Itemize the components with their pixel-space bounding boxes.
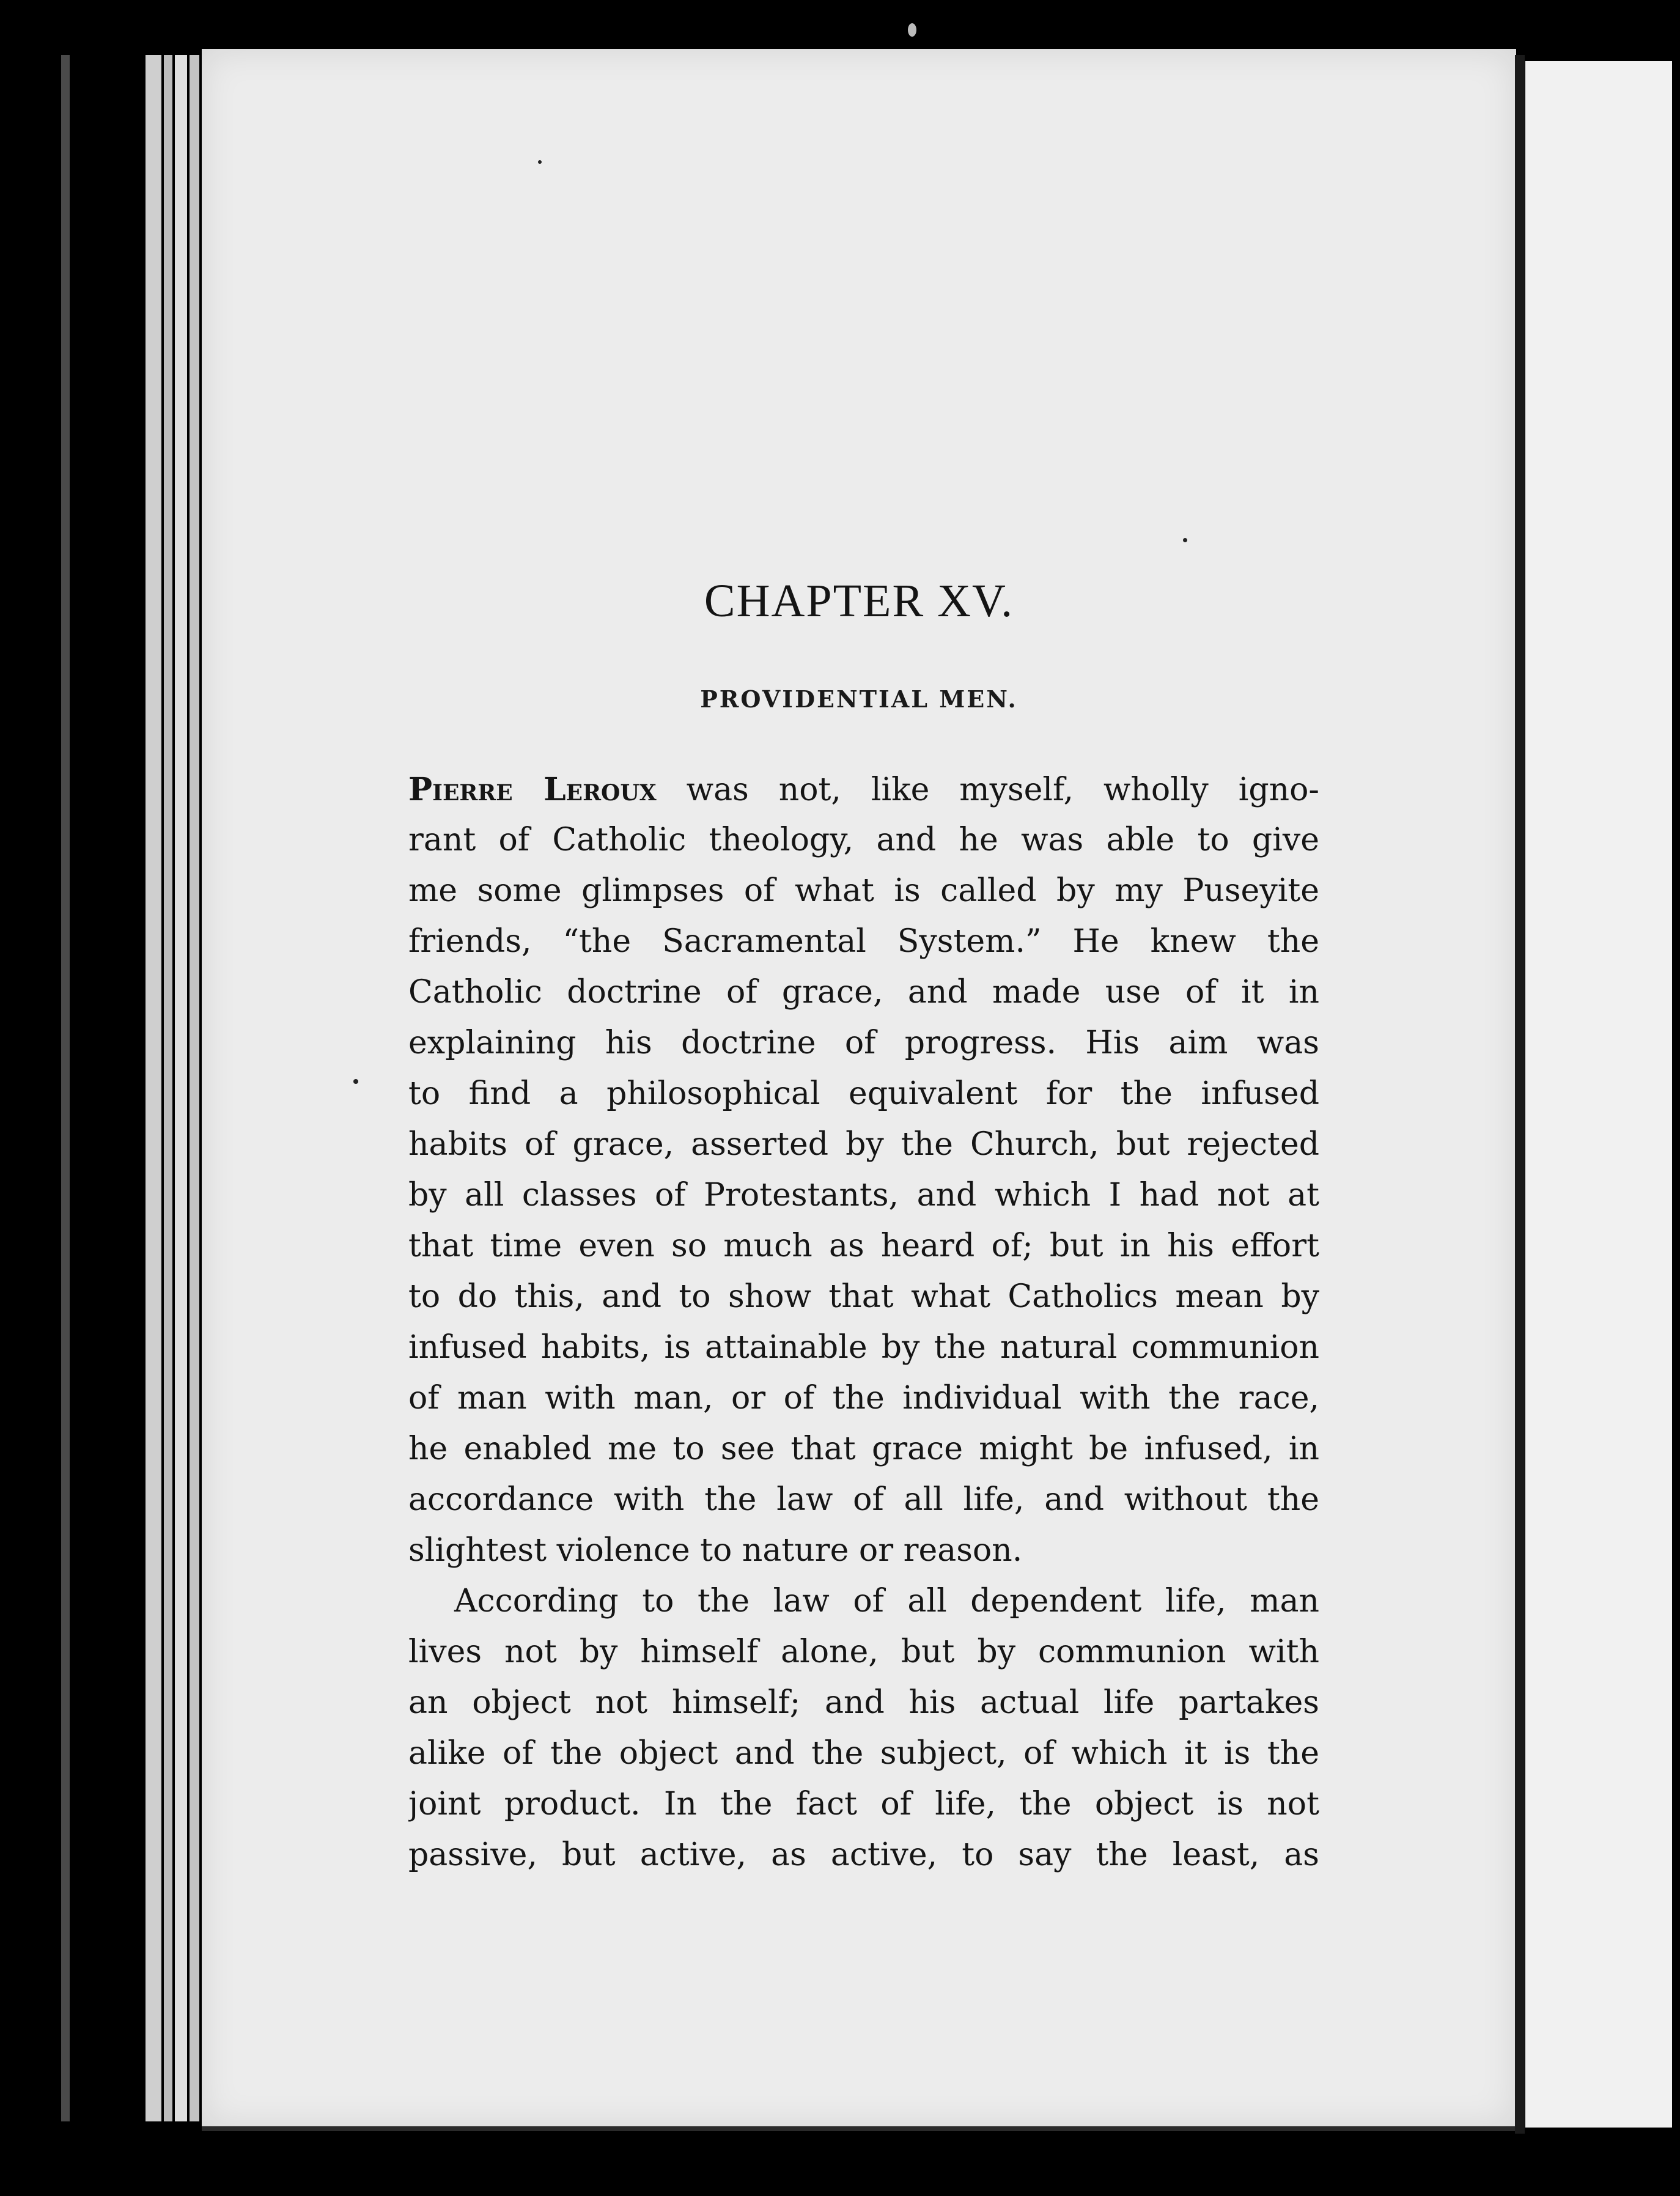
text-line: rant of Catholic theology, and he was able to give <box>408 822 1319 858</box>
page-edge-stack <box>190 55 199 2121</box>
text-line: accordance with the law of all life, and without the <box>408 1481 1319 1518</box>
text-line: an object not himself; and his actual life partakes <box>408 1684 1319 1721</box>
page-edge-stack <box>175 55 187 2121</box>
page-edge-stack <box>164 55 172 2121</box>
text-line: friends, “the Sacramental System.” He knew the <box>408 923 1319 960</box>
text-line <box>408 764 1319 815</box>
body-text <box>408 764 1319 1881</box>
text-line: According to the law of all dependent life, man <box>454 1583 1319 1619</box>
book-edge-shadow <box>61 55 70 2121</box>
scan-speck <box>538 160 542 164</box>
text-line: alike of the object and the subject, of which it is the <box>408 1735 1319 1772</box>
chapter-subtitle: PROVIDENTIAL MEN. <box>700 685 1018 713</box>
text-line: joint product. In the fact of life, the object is not <box>408 1786 1319 1822</box>
text-line: by all classes of Protestants, and which I had not at <box>408 1177 1319 1214</box>
facing-page-sliver <box>1525 61 1672 2128</box>
text-line: Catholic doctrine of grace, and made use of it in <box>408 974 1319 1011</box>
text-line: passive, but active, as active, to say the least, as <box>408 1837 1319 1873</box>
text-line: lives not by himself alone, but by communion with <box>408 1634 1319 1670</box>
text-line: he enabled me to see that grace might be infused, in <box>408 1431 1319 1467</box>
text-line-content: was not, like myself, wholly igno- <box>656 772 1319 808</box>
scan-speck <box>353 1079 358 1084</box>
text-line: to do this, and to show that what Catholics mean by <box>408 1278 1319 1315</box>
text-line: to find a philosophical equivalent for the infused <box>408 1075 1319 1112</box>
page-bottom-edge <box>202 2126 1516 2131</box>
book-gutter <box>1515 55 1525 2134</box>
text-line: habits of grace, asserted by the Church, but rejected <box>408 1126 1319 1163</box>
text-line: infused habits, is attainable by the natural communion <box>408 1329 1319 1366</box>
text-line: of man with man, or of the individual with the race, <box>408 1380 1319 1417</box>
text-line: explaining his doctrine of progress. His aim was <box>408 1025 1319 1061</box>
page-edge-stack <box>146 55 161 2121</box>
chapter-title: CHAPTER XV. <box>704 575 1014 627</box>
scan-speck <box>1183 538 1187 542</box>
text-line: me some glimpses of what is called by my Puseyite <box>408 872 1319 909</box>
scan-speck <box>908 23 916 37</box>
lead-name: Pierre Leroux <box>408 771 657 808</box>
text-line: slightest violence to nature or reason. <box>408 1532 1023 1569</box>
text-line: that time even so much as heard of; but in his effort <box>408 1228 1319 1264</box>
